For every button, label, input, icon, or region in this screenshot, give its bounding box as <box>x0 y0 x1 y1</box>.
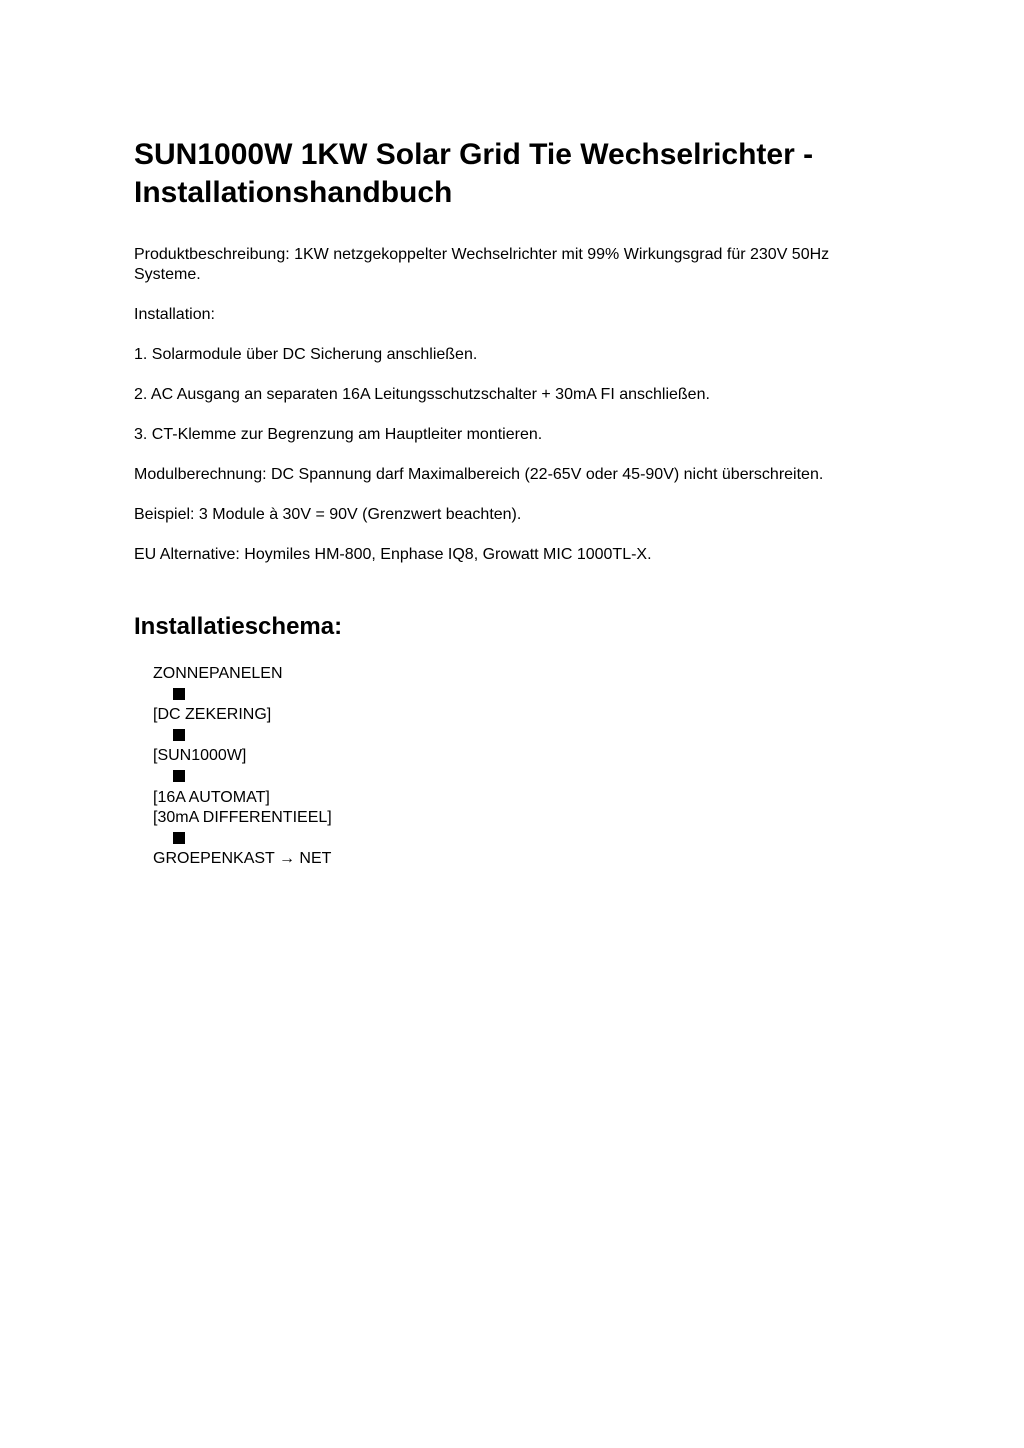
schema-connector <box>153 767 894 788</box>
eu-alternative: EU Alternative: Hoymiles HM-800, Enphase IQ8, Growatt MIC 1000TL-X. <box>134 546 652 563</box>
black-square-icon <box>173 770 185 782</box>
schema-step-dc-fuse: [DC ZEKERING] <box>153 706 272 724</box>
schema-connector <box>153 726 894 747</box>
schema-step-distribution-board: GROEPENKAST → NET <box>153 850 332 868</box>
schema-step-solar-panels: ZONNEPANELEN <box>153 665 283 682</box>
black-square-icon <box>173 832 185 844</box>
installation-step-1: 1. Solarmodule über DC Sicherung anschließen. <box>134 346 478 363</box>
title-line-1: SUN1000W 1KW Solar Grid Tie Wechselrichter - <box>134 138 814 171</box>
schema-step-breaker: [16A AUTOMAT] <box>153 788 270 806</box>
schema-connector <box>153 829 894 850</box>
product-description: Produktbeschreibung: 1KW netzgekoppelter Wechselrichter mit 99% Wirkungsgrad für 230V 50Hz Systeme. <box>134 246 830 283</box>
installation-step-3: 3. CT-Klemme zur Begrenzung am Hauptleiter montieren. <box>134 426 543 443</box>
document-title <box>134 136 894 212</box>
black-square-icon <box>173 688 185 700</box>
installation-step-2: 2. AC Ausgang an separaten 16A Leitungsschutzschalter + 30mA FI anschließen. <box>134 386 710 403</box>
schema-step-inverter: [SUN1000W] <box>153 747 247 765</box>
installation-heading: Installation: <box>134 306 215 323</box>
module-calculation: Modulberechnung: DC Spannung darf Maximalbereich (22-65V oder 45-90V) nicht überschreiten. <box>134 466 824 483</box>
title-line-2: Installationshandbuch <box>134 176 453 209</box>
example-text: Beispiel: 3 Module à 30V = 90V (Grenzwert beachten). <box>134 506 522 523</box>
schema-connector <box>153 685 894 706</box>
schema-step-rcd: [30mA DIFFERENTIEEL] <box>153 809 332 827</box>
document-page <box>134 136 894 870</box>
black-square-icon <box>173 729 185 741</box>
document-body <box>134 245 894 565</box>
schema-heading: Installatieschema: <box>134 613 343 640</box>
installation-schema <box>153 664 894 870</box>
